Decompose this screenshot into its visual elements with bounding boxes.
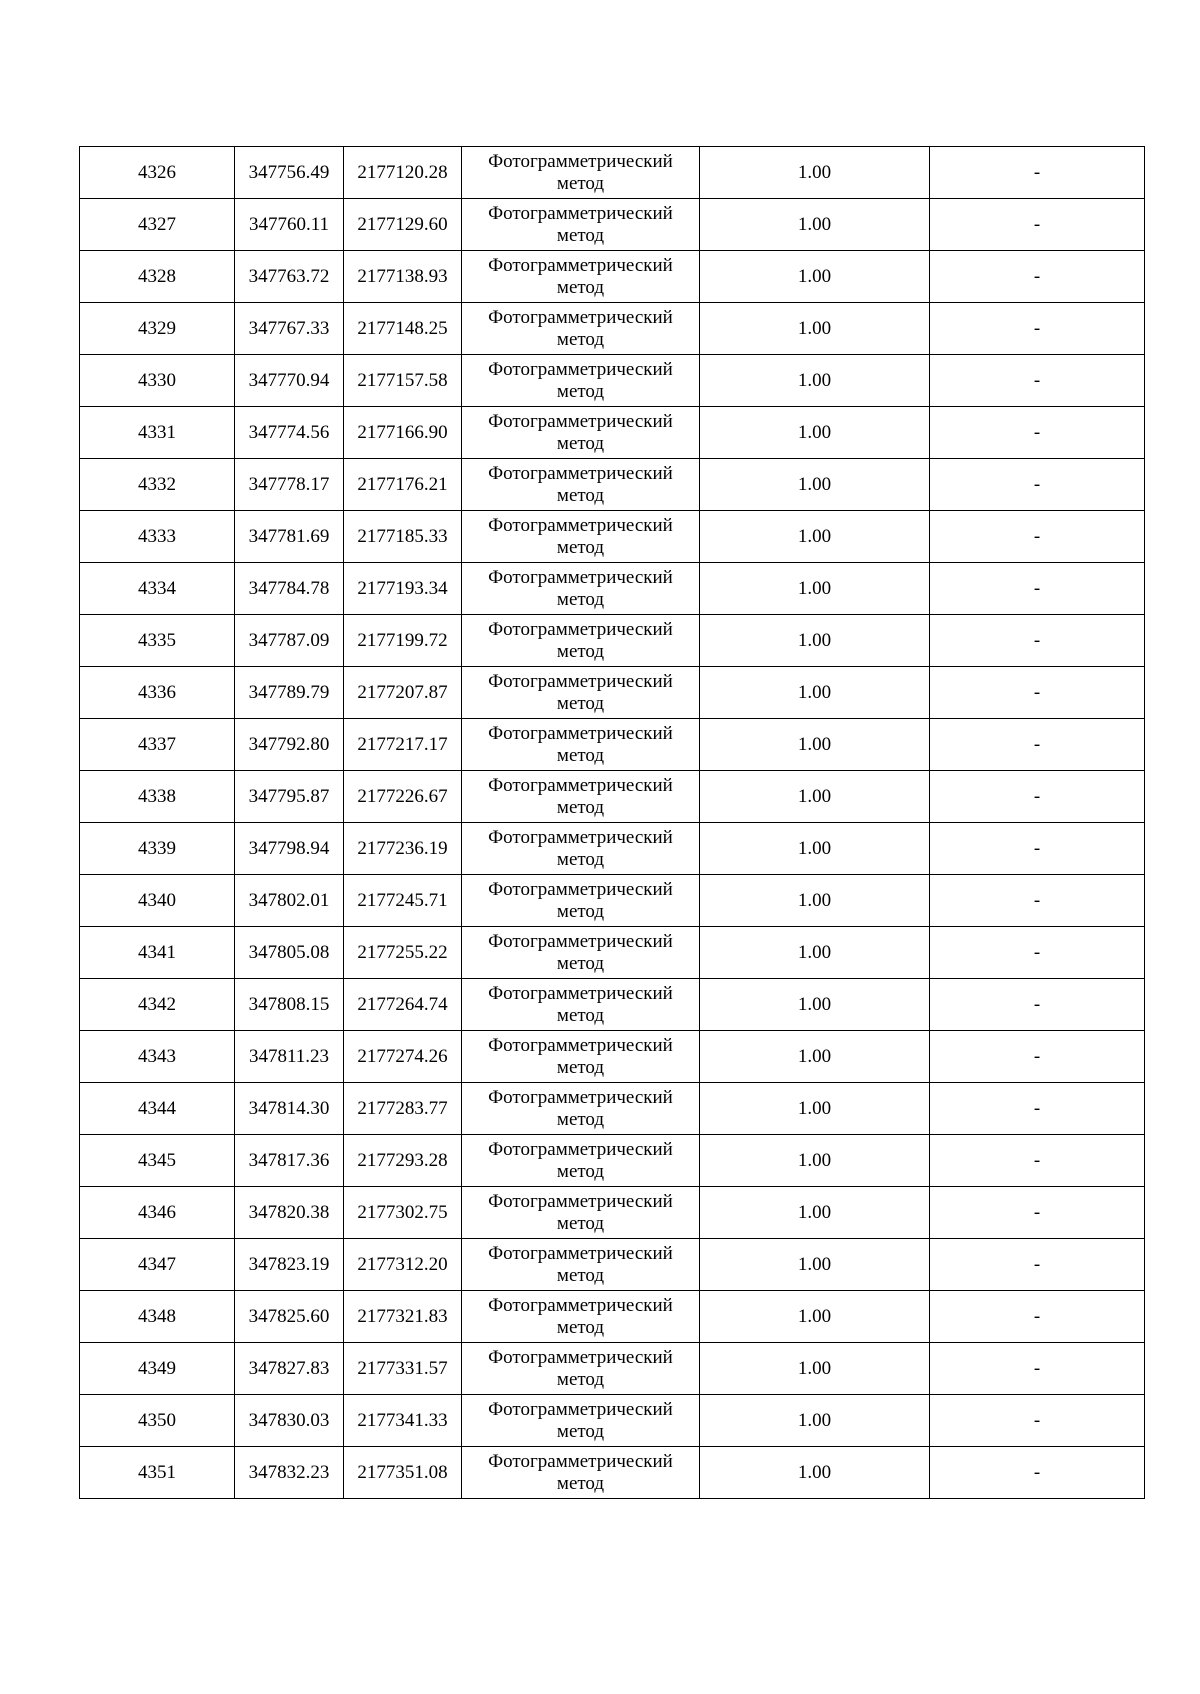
method-cell xyxy=(462,147,700,199)
point-number-cell: 4347 xyxy=(80,1239,235,1291)
method-line-1: Фотограмметрический xyxy=(488,462,673,484)
point-number-cell: 4343 xyxy=(80,1031,235,1083)
method-line-1: Фотограмметрический xyxy=(488,1294,673,1316)
method-line-2: метод xyxy=(556,484,605,506)
y-coordinate-cell: 2177312.20 xyxy=(344,1239,462,1291)
note-cell: - xyxy=(930,927,1145,979)
method-line-2: метод xyxy=(556,796,605,818)
method-line-1: Фотограмметрический xyxy=(488,566,673,588)
method-line-1: Фотограмметрический xyxy=(488,1086,673,1108)
note-cell: - xyxy=(930,719,1145,771)
method-cell xyxy=(462,719,700,771)
method-line-1: Фотограмметрический xyxy=(488,930,673,952)
method-line-2: метод xyxy=(556,588,605,610)
method-line-2: метод xyxy=(556,1368,605,1390)
note-cell: - xyxy=(930,1291,1145,1343)
method-line-1: Фотограмметрический xyxy=(488,1242,673,1264)
point-number-cell: 4332 xyxy=(80,459,235,511)
method-line-1: Фотограмметрический xyxy=(488,618,673,640)
table-row xyxy=(80,355,1145,407)
accuracy-cell: 1.00 xyxy=(700,1447,930,1499)
method-line-1: Фотограмметрический xyxy=(488,826,673,848)
note-cell: - xyxy=(930,303,1145,355)
method-line-1: Фотограмметрический xyxy=(488,514,673,536)
method-line-2: метод xyxy=(556,276,605,298)
point-number-cell: 4326 xyxy=(80,147,235,199)
accuracy-cell: 1.00 xyxy=(700,1135,930,1187)
accuracy-cell: 1.00 xyxy=(700,771,930,823)
accuracy-cell: 1.00 xyxy=(700,199,930,251)
method-line-1: Фотограмметрический xyxy=(488,358,673,380)
accuracy-cell: 1.00 xyxy=(700,1031,930,1083)
point-number-cell: 4327 xyxy=(80,199,235,251)
y-coordinate-cell: 2177236.19 xyxy=(344,823,462,875)
x-coordinate-cell: 347792.80 xyxy=(235,719,344,771)
method-cell xyxy=(462,823,700,875)
x-coordinate-cell: 347817.36 xyxy=(235,1135,344,1187)
method-line-2: метод xyxy=(556,1212,605,1234)
note-cell: - xyxy=(930,563,1145,615)
method-cell xyxy=(462,511,700,563)
method-line-2: метод xyxy=(556,1472,605,1494)
x-coordinate-cell: 347770.94 xyxy=(235,355,344,407)
point-number-cell: 4329 xyxy=(80,303,235,355)
method-cell xyxy=(462,979,700,1031)
note-cell: - xyxy=(930,1447,1145,1499)
note-cell: - xyxy=(930,251,1145,303)
x-coordinate-cell: 347820.38 xyxy=(235,1187,344,1239)
method-line-1: Фотограмметрический xyxy=(488,202,673,224)
point-number-cell: 4342 xyxy=(80,979,235,1031)
method-cell xyxy=(462,459,700,511)
table-row xyxy=(80,251,1145,303)
x-coordinate-cell: 347811.23 xyxy=(235,1031,344,1083)
method-cell xyxy=(462,1187,700,1239)
table-row xyxy=(80,1291,1145,1343)
method-line-1: Фотограмметрический xyxy=(488,306,673,328)
method-line-2: метод xyxy=(556,1264,605,1286)
y-coordinate-cell: 2177351.08 xyxy=(344,1447,462,1499)
note-cell: - xyxy=(930,1031,1145,1083)
table-row xyxy=(80,563,1145,615)
table-row xyxy=(80,511,1145,563)
y-coordinate-cell: 2177274.26 xyxy=(344,1031,462,1083)
point-number-cell: 4351 xyxy=(80,1447,235,1499)
accuracy-cell: 1.00 xyxy=(700,1395,930,1447)
table-body xyxy=(80,147,1145,1499)
point-number-cell: 4346 xyxy=(80,1187,235,1239)
table-row xyxy=(80,823,1145,875)
table-row xyxy=(80,1239,1145,1291)
accuracy-cell: 1.00 xyxy=(700,823,930,875)
table-row xyxy=(80,719,1145,771)
table-row xyxy=(80,1395,1145,1447)
x-coordinate-cell: 347767.33 xyxy=(235,303,344,355)
accuracy-cell: 1.00 xyxy=(700,1291,930,1343)
point-number-cell: 4348 xyxy=(80,1291,235,1343)
note-cell: - xyxy=(930,667,1145,719)
method-line-1: Фотограмметрический xyxy=(488,1138,673,1160)
note-cell: - xyxy=(930,511,1145,563)
method-line-1: Фотограмметрический xyxy=(488,982,673,1004)
method-line-1: Фотограмметрический xyxy=(488,1398,673,1420)
method-cell xyxy=(462,615,700,667)
method-line-1: Фотограмметрический xyxy=(488,1190,673,1212)
method-line-1: Фотограмметрический xyxy=(488,150,673,172)
table-row xyxy=(80,1083,1145,1135)
accuracy-cell: 1.00 xyxy=(700,407,930,459)
table-row xyxy=(80,615,1145,667)
accuracy-cell: 1.00 xyxy=(700,459,930,511)
note-cell: - xyxy=(930,1083,1145,1135)
method-cell xyxy=(462,667,700,719)
method-line-2: метод xyxy=(556,848,605,870)
x-coordinate-cell: 347760.11 xyxy=(235,199,344,251)
x-coordinate-cell: 347805.08 xyxy=(235,927,344,979)
accuracy-cell: 1.00 xyxy=(700,1343,930,1395)
table-row xyxy=(80,1187,1145,1239)
note-cell: - xyxy=(930,979,1145,1031)
method-line-1: Фотограмметрический xyxy=(488,774,673,796)
method-cell xyxy=(462,1291,700,1343)
x-coordinate-cell: 347795.87 xyxy=(235,771,344,823)
method-line-1: Фотограмметрический xyxy=(488,1034,673,1056)
point-number-cell: 4333 xyxy=(80,511,235,563)
method-line-1: Фотограмметрический xyxy=(488,254,673,276)
method-line-1: Фотограмметрический xyxy=(488,1346,673,1368)
method-line-2: метод xyxy=(556,1056,605,1078)
point-number-cell: 4330 xyxy=(80,355,235,407)
table-row xyxy=(80,1343,1145,1395)
y-coordinate-cell: 2177226.67 xyxy=(344,771,462,823)
table-row xyxy=(80,1135,1145,1187)
method-line-2: метод xyxy=(556,1108,605,1130)
x-coordinate-cell: 347814.30 xyxy=(235,1083,344,1135)
table-row xyxy=(80,1031,1145,1083)
method-cell xyxy=(462,355,700,407)
note-cell: - xyxy=(930,875,1145,927)
method-line-2: метод xyxy=(556,432,605,454)
point-number-cell: 4338 xyxy=(80,771,235,823)
table-row xyxy=(80,771,1145,823)
method-line-2: метод xyxy=(556,640,605,662)
point-number-cell: 4341 xyxy=(80,927,235,979)
y-coordinate-cell: 2177193.34 xyxy=(344,563,462,615)
y-coordinate-cell: 2177283.77 xyxy=(344,1083,462,1135)
method-cell xyxy=(462,927,700,979)
y-coordinate-cell: 2177176.21 xyxy=(344,459,462,511)
x-coordinate-cell: 347823.19 xyxy=(235,1239,344,1291)
x-coordinate-cell: 347763.72 xyxy=(235,251,344,303)
accuracy-cell: 1.00 xyxy=(700,979,930,1031)
y-coordinate-cell: 2177120.28 xyxy=(344,147,462,199)
x-coordinate-cell: 347808.15 xyxy=(235,979,344,1031)
y-coordinate-cell: 2177138.93 xyxy=(344,251,462,303)
method-line-2: метод xyxy=(556,380,605,402)
table-row xyxy=(80,407,1145,459)
x-coordinate-cell: 347787.09 xyxy=(235,615,344,667)
point-number-cell: 4328 xyxy=(80,251,235,303)
y-coordinate-cell: 2177255.22 xyxy=(344,927,462,979)
note-cell: - xyxy=(930,1395,1145,1447)
point-number-cell: 4339 xyxy=(80,823,235,875)
y-coordinate-cell: 2177166.90 xyxy=(344,407,462,459)
accuracy-cell: 1.00 xyxy=(700,303,930,355)
accuracy-cell: 1.00 xyxy=(700,563,930,615)
table-row xyxy=(80,979,1145,1031)
method-line-1: Фотограмметрический xyxy=(488,410,673,432)
method-cell xyxy=(462,1135,700,1187)
method-cell xyxy=(462,199,700,251)
note-cell: - xyxy=(930,823,1145,875)
table-row xyxy=(80,875,1145,927)
x-coordinate-cell: 347756.49 xyxy=(235,147,344,199)
method-cell xyxy=(462,407,700,459)
method-cell xyxy=(462,1447,700,1499)
note-cell: - xyxy=(930,199,1145,251)
note-cell: - xyxy=(930,771,1145,823)
method-cell xyxy=(462,1031,700,1083)
note-cell: - xyxy=(930,1187,1145,1239)
y-coordinate-cell: 2177302.75 xyxy=(344,1187,462,1239)
point-number-cell: 4336 xyxy=(80,667,235,719)
x-coordinate-cell: 347778.17 xyxy=(235,459,344,511)
accuracy-cell: 1.00 xyxy=(700,251,930,303)
table-row xyxy=(80,459,1145,511)
method-line-1: Фотограмметрический xyxy=(488,1450,673,1472)
note-cell: - xyxy=(930,615,1145,667)
method-cell xyxy=(462,251,700,303)
y-coordinate-cell: 2177199.72 xyxy=(344,615,462,667)
y-coordinate-cell: 2177245.71 xyxy=(344,875,462,927)
method-cell xyxy=(462,875,700,927)
x-coordinate-cell: 347784.78 xyxy=(235,563,344,615)
note-cell: - xyxy=(930,1343,1145,1395)
note-cell: - xyxy=(930,459,1145,511)
method-cell xyxy=(462,1343,700,1395)
x-coordinate-cell: 347774.56 xyxy=(235,407,344,459)
method-line-2: метод xyxy=(556,1316,605,1338)
note-cell: - xyxy=(930,1135,1145,1187)
note-cell: - xyxy=(930,147,1145,199)
point-number-cell: 4350 xyxy=(80,1395,235,1447)
x-coordinate-cell: 347827.83 xyxy=(235,1343,344,1395)
accuracy-cell: 1.00 xyxy=(700,147,930,199)
x-coordinate-cell: 347802.01 xyxy=(235,875,344,927)
table-row xyxy=(80,303,1145,355)
y-coordinate-cell: 2177341.33 xyxy=(344,1395,462,1447)
accuracy-cell: 1.00 xyxy=(700,1239,930,1291)
accuracy-cell: 1.00 xyxy=(700,719,930,771)
table-row xyxy=(80,147,1145,199)
method-line-2: метод xyxy=(556,172,605,194)
accuracy-cell: 1.00 xyxy=(700,927,930,979)
method-line-1: Фотограмметрический xyxy=(488,722,673,744)
method-cell xyxy=(462,1395,700,1447)
table-row xyxy=(80,1447,1145,1499)
method-cell xyxy=(462,563,700,615)
accuracy-cell: 1.00 xyxy=(700,511,930,563)
method-line-2: метод xyxy=(556,692,605,714)
note-cell: - xyxy=(930,1239,1145,1291)
method-line-2: метод xyxy=(556,536,605,558)
note-cell: - xyxy=(930,355,1145,407)
table-row xyxy=(80,927,1145,979)
y-coordinate-cell: 2177264.74 xyxy=(344,979,462,1031)
table-row xyxy=(80,667,1145,719)
y-coordinate-cell: 2177148.25 xyxy=(344,303,462,355)
point-number-cell: 4344 xyxy=(80,1083,235,1135)
y-coordinate-cell: 2177293.28 xyxy=(344,1135,462,1187)
x-coordinate-cell: 347781.69 xyxy=(235,511,344,563)
method-line-2: метод xyxy=(556,224,605,246)
x-coordinate-cell: 347825.60 xyxy=(235,1291,344,1343)
y-coordinate-cell: 2177217.17 xyxy=(344,719,462,771)
point-number-cell: 4340 xyxy=(80,875,235,927)
method-line-1: Фотограмметрический xyxy=(488,670,673,692)
accuracy-cell: 1.00 xyxy=(700,875,930,927)
method-line-2: метод xyxy=(556,1004,605,1026)
point-number-cell: 4345 xyxy=(80,1135,235,1187)
y-coordinate-cell: 2177321.83 xyxy=(344,1291,462,1343)
point-number-cell: 4337 xyxy=(80,719,235,771)
y-coordinate-cell: 2177157.58 xyxy=(344,355,462,407)
coordinates-table xyxy=(79,146,1145,1499)
accuracy-cell: 1.00 xyxy=(700,615,930,667)
point-number-cell: 4335 xyxy=(80,615,235,667)
x-coordinate-cell: 347798.94 xyxy=(235,823,344,875)
method-cell xyxy=(462,1239,700,1291)
y-coordinate-cell: 2177331.57 xyxy=(344,1343,462,1395)
method-line-2: метод xyxy=(556,744,605,766)
accuracy-cell: 1.00 xyxy=(700,667,930,719)
y-coordinate-cell: 2177207.87 xyxy=(344,667,462,719)
y-coordinate-cell: 2177129.60 xyxy=(344,199,462,251)
x-coordinate-cell: 347830.03 xyxy=(235,1395,344,1447)
method-cell xyxy=(462,1083,700,1135)
note-cell: - xyxy=(930,407,1145,459)
table-row xyxy=(80,199,1145,251)
y-coordinate-cell: 2177185.33 xyxy=(344,511,462,563)
method-cell xyxy=(462,771,700,823)
method-cell xyxy=(462,303,700,355)
x-coordinate-cell: 347789.79 xyxy=(235,667,344,719)
point-number-cell: 4331 xyxy=(80,407,235,459)
method-line-2: метод xyxy=(556,328,605,350)
method-line-2: метод xyxy=(556,1420,605,1442)
accuracy-cell: 1.00 xyxy=(700,1083,930,1135)
point-number-cell: 4334 xyxy=(80,563,235,615)
method-line-2: метод xyxy=(556,1160,605,1182)
method-line-2: метод xyxy=(556,900,605,922)
point-number-cell: 4349 xyxy=(80,1343,235,1395)
method-line-2: метод xyxy=(556,952,605,974)
x-coordinate-cell: 347832.23 xyxy=(235,1447,344,1499)
accuracy-cell: 1.00 xyxy=(700,355,930,407)
accuracy-cell: 1.00 xyxy=(700,1187,930,1239)
method-line-1: Фотограмметрический xyxy=(488,878,673,900)
